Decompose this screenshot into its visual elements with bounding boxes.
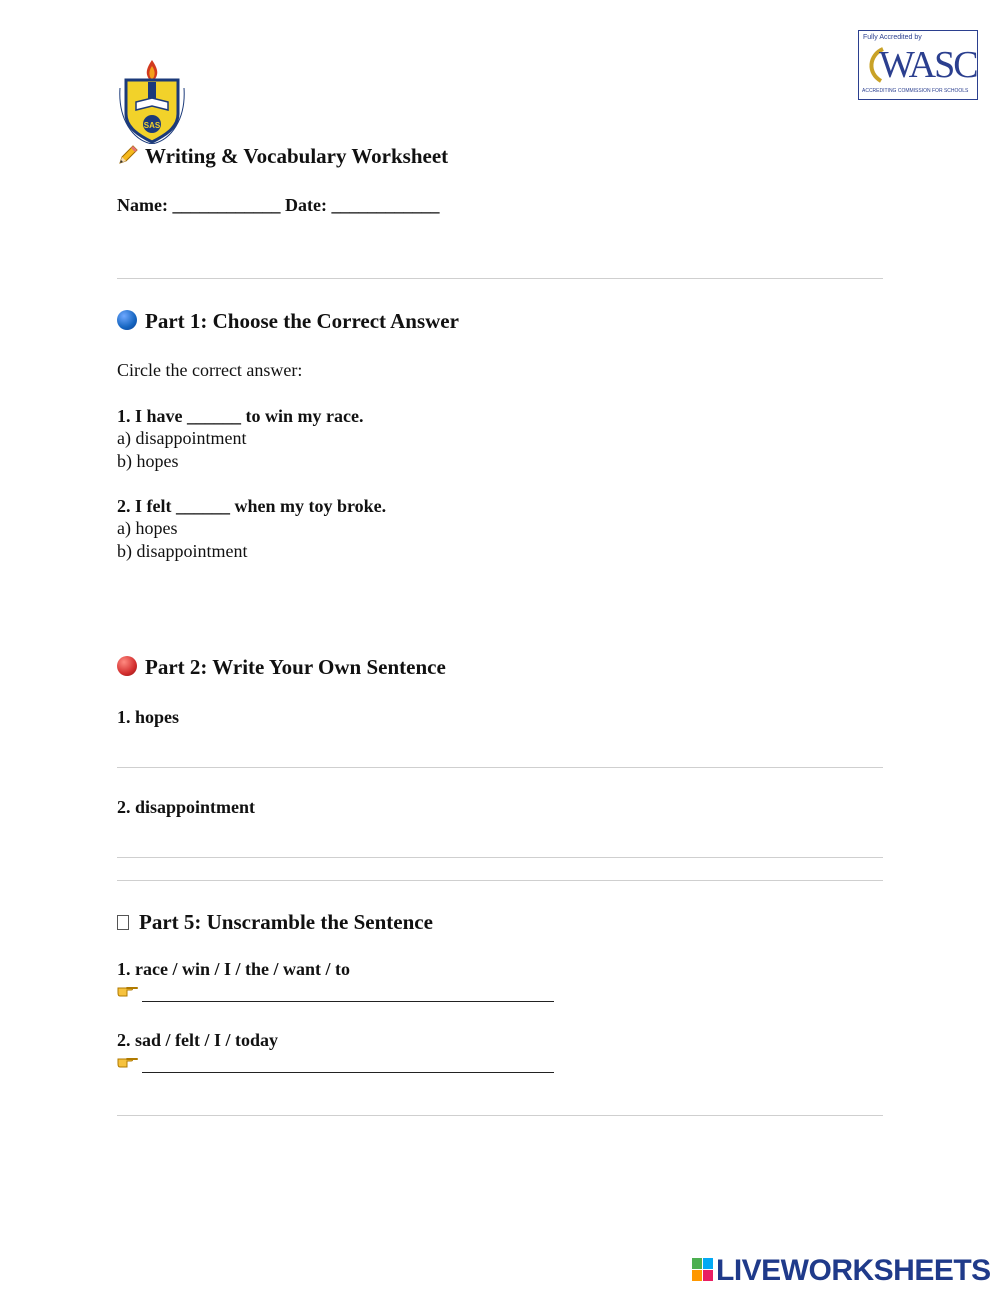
part2-heading-text: Part 2: Write Your Own Sentence bbox=[145, 655, 446, 679]
part2-answer-line-1[interactable] bbox=[117, 767, 883, 768]
school-logo-initials: SAS bbox=[143, 121, 161, 130]
part1-heading bbox=[117, 309, 459, 334]
part2-heading bbox=[117, 655, 446, 680]
missing-glyph-icon bbox=[117, 915, 129, 930]
school-logo bbox=[112, 58, 192, 144]
question-2: 2. I felt ______ when my toy broke. bbox=[117, 496, 387, 516]
divider bbox=[117, 1115, 883, 1116]
liveworksheets-logo bbox=[692, 1254, 991, 1287]
pointing-hand-icon bbox=[117, 1053, 139, 1069]
accreditation-bottom-text: ACCREDITING COMMISSION FOR SCHOOLS bbox=[862, 88, 969, 94]
divider bbox=[117, 278, 883, 279]
part5-heading-text: Part 5: Unscramble the Sentence bbox=[139, 910, 433, 934]
name-date-line: Name: ____________ Date: ____________ bbox=[117, 195, 440, 215]
part1-instruction: Circle the correct answer: bbox=[117, 360, 303, 380]
part2-answer-line-2[interactable] bbox=[117, 857, 883, 858]
part5-item-2: 2. sad / felt / I / today bbox=[117, 1030, 279, 1050]
page-title bbox=[117, 144, 448, 169]
accreditation-name: WASC bbox=[879, 44, 977, 86]
brand-text: LIVEWORKSHEETS bbox=[716, 1254, 991, 1287]
part5-answer-line-2[interactable] bbox=[142, 1072, 554, 1073]
title-text: Writing & Vocabulary Worksheet bbox=[145, 144, 449, 168]
red-circle-icon bbox=[117, 656, 137, 676]
pointing-hand-icon bbox=[117, 982, 139, 998]
part5-answer-line-1[interactable] bbox=[142, 1001, 554, 1002]
part2-item-1: 1. hopes bbox=[117, 707, 180, 727]
accreditation-top-text: Fully Accredited by bbox=[863, 34, 922, 41]
live-badge-icon bbox=[692, 1258, 714, 1282]
question-1-option-a[interactable]: a) disappointment bbox=[117, 428, 247, 448]
part5-heading bbox=[117, 910, 433, 935]
pencil-icon bbox=[117, 144, 139, 166]
divider bbox=[117, 880, 883, 881]
part2-item-2: 2. disappointment bbox=[117, 797, 256, 817]
blue-circle-icon bbox=[117, 310, 137, 330]
accreditation-badge bbox=[858, 30, 978, 100]
question-1: 1. I have ______ to win my race. bbox=[117, 406, 364, 426]
question-1-option-b[interactable]: b) hopes bbox=[117, 451, 179, 471]
part5-item-1: 1. race / win / I / the / want / to bbox=[117, 959, 350, 979]
part1-heading-text: Part 1: Choose the Correct Answer bbox=[145, 309, 459, 333]
question-2-option-b[interactable]: b) disappointment bbox=[117, 541, 248, 561]
question-2-option-a[interactable]: a) hopes bbox=[117, 518, 178, 538]
